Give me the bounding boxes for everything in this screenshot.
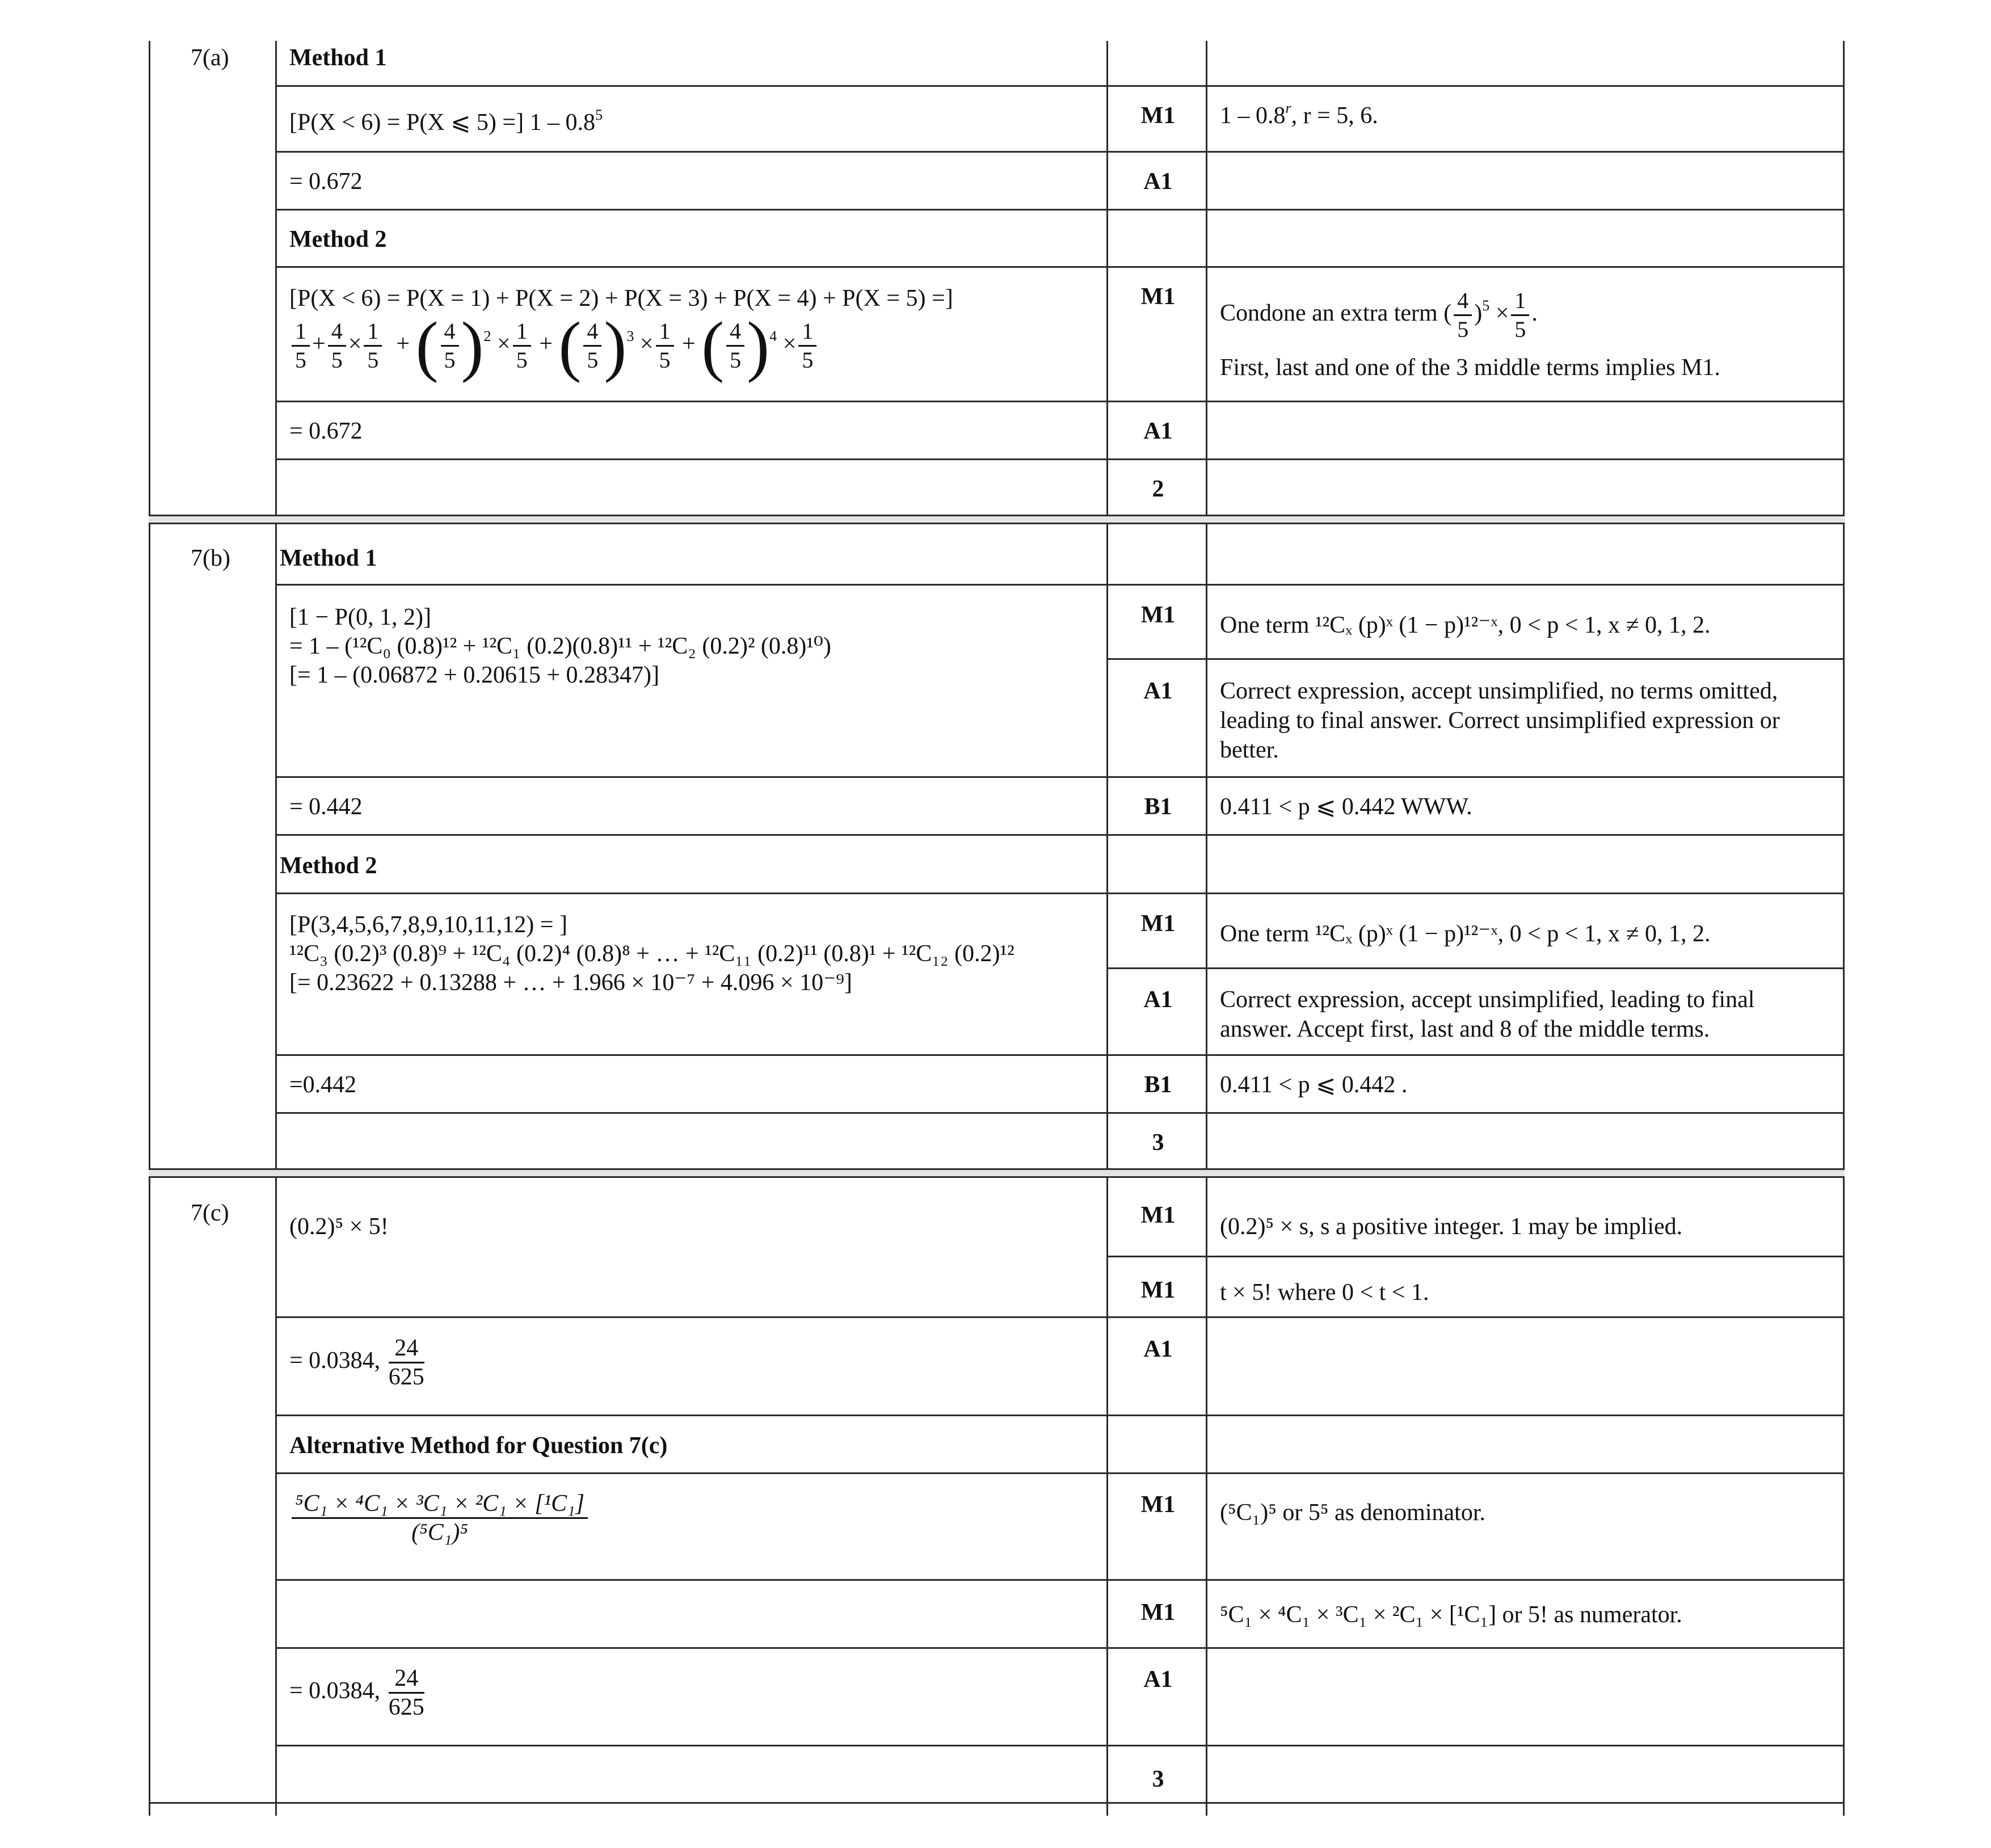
row-line: [275, 893, 1845, 894]
row-line: [275, 584, 1845, 586]
mark-a1-7c-alt: A1: [1143, 1666, 1173, 1693]
method-2-working-line-2: $\frac{1}{5}$ + $\frac{4}{5}$ × $\frac{1}{5}$ + ( $\frac{4}{5}$ )$^2$ × $\frac{1}{5}$ + ( $\frac{4}{5}$ )$^3$ × $\frac{1}{5}$ + ( $\frac{4}{5}$ )$^4$ × $\frac{1}{5}$: [289, 318, 819, 374]
row-line: [275, 266, 1845, 268]
row-line: [275, 1415, 1845, 1416]
method-2-working-7b-line-1: [P(3,4,5,6,7,8,9,10,11,12) = ]: [289, 912, 567, 938]
total-marks-7c: 3: [1152, 1766, 1164, 1792]
guidance-first-last-terms: First, last and one of the 3 middle terms implies M1.: [1220, 355, 1720, 381]
method-2-working-line-1: [P(X < 6) = P(X = 1) + P(X = 2) + P(X = 3) + P(X = 4) + P(X = 5) =]: [289, 285, 953, 311]
mark-a1-method-2: A1: [1143, 418, 1173, 444]
row-line: [275, 85, 1845, 87]
guidance-one-term-7b: One term ¹²Cₓ (p)ˣ (1 − p)¹²⁻ˣ, 0 < p < 1, x ≠ 0, 1, 2.: [1220, 612, 1711, 638]
question-number-7a: 7(a): [191, 45, 229, 71]
mark-a1-7b-method-2: A1: [1143, 987, 1173, 1013]
total-marks-7a: 2: [1152, 476, 1164, 502]
method-1-working: [P(X < 6) = P(X ⩽ 5) =] $1 - 0.8^5$: [289, 107, 603, 136]
alternative-method-heading: Alternative Method for Question 7(c): [289, 1433, 668, 1459]
guidance-denominator-7c: (⁵C₁)⁵ or 5⁵ as denominator.: [1220, 1500, 1485, 1526]
row-line: [275, 834, 1845, 836]
mark-a1-7b: A1: [1143, 678, 1173, 704]
table-border-right: [1843, 41, 1845, 1816]
section-separator: [149, 515, 1845, 524]
table-border-left: [149, 41, 150, 1816]
guidance-positive-integer-7c: (0.2)⁵ × s, s a positive integer. 1 may be implied.: [1220, 1214, 1683, 1240]
guidance-numerator-7c: ⁵C₁ × ⁴C₁ × ³C₁ × ²C₁ × [¹C₁] or 5! as numerator.: [1220, 1602, 1682, 1628]
guidance-correct-expression-7b: Correct expression, accept unsimplified, no terms omitted, leading to final answer. Correct unsimplified expression or better.: [1220, 678, 1780, 763]
answer-7a-method-2: = 0.672: [289, 418, 363, 444]
mark-m1a-7c-alt: M1: [1140, 1492, 1176, 1518]
method-1-working-7b-line-2: = 1 – (¹²C₀ (0.8)¹² + ¹²C₁ (0.2)(0.8)¹¹ + ¹²C₂ (0.2)² (0.8)¹⁰): [289, 633, 831, 659]
row-line: [275, 1647, 1845, 1649]
mark-m1-7b: M1: [1140, 602, 1176, 628]
mark-m1a-7c: M1: [1140, 1202, 1176, 1228]
method-2-working-7b-line-3: [= 0.23622 + 0.13288 + … + 1.966 × 10⁻⁷ + 4.096 × 10⁻⁹]: [289, 970, 852, 996]
row-line: [275, 209, 1845, 211]
row-line: [275, 401, 1845, 402]
answer-7c: = 0.0384, $\frac{24}{625}$: [289, 1335, 424, 1390]
row-line: [275, 151, 1845, 153]
method-1-heading-7b: Method 1: [280, 545, 377, 571]
mark-m1: M1: [1140, 103, 1176, 129]
guidance-t-factorial-7c: t × 5! where 0 < t < 1.: [1220, 1279, 1429, 1306]
mark-m1-method-2: M1: [1140, 284, 1176, 310]
answer-7c-alt: = 0.0384, $\frac{24}{625}$: [289, 1665, 424, 1720]
mark-m1-7b-method-2: M1: [1140, 911, 1176, 937]
row-line: [275, 1054, 1845, 1056]
answer-7a-method-1: = 0.672: [289, 169, 363, 195]
row-line: [1106, 1256, 1845, 1257]
question-number-7c: 7(c): [191, 1200, 229, 1226]
row-line: [275, 1316, 1845, 1318]
table-border-bottom: [149, 1802, 1845, 1804]
working-7c: (0.2)⁵ × 5!: [289, 1214, 389, 1240]
guidance-range-7b-method-2: 0.411 < p ⩽ 0.442 .: [1220, 1072, 1408, 1098]
guidance-one-term-7b-method-2: One term ¹²Cₓ (p)ˣ (1 − p)¹²⁻ˣ, 0 < p < 1, x ≠ 0, 1, 2.: [1220, 921, 1711, 947]
row-line: [1106, 658, 1845, 660]
row-line: [275, 1745, 1845, 1746]
method-1-heading: Method 1: [289, 45, 387, 71]
row-line: [275, 776, 1845, 778]
column-divider-question: [275, 41, 277, 1816]
mark-m1b-7c-alt: M1: [1140, 1599, 1176, 1626]
mark-a1-7c: A1: [1143, 1336, 1173, 1362]
question-number-7b: 7(b): [191, 545, 230, 571]
method-2-heading: Method 2: [289, 226, 387, 252]
row-line: [275, 1472, 1845, 1474]
guidance-condone-extra-term: Condone an extra term ( $\frac{4}{5}$ )$^5$ × $\frac{1}{5}$ .: [1220, 288, 1538, 342]
method-2-heading-7b: Method 2: [280, 853, 377, 879]
alternative-working-7c: $\frac{\text{⁵C₁ × ⁴C₁ × ³C₁ × ²C₁ × [¹C₁]}}{\text{(⁵C₁)⁵}}$: [289, 1490, 590, 1546]
guidance-range-7b: 0.411 < p ⩽ 0.442 WWW.: [1220, 794, 1472, 820]
row-line: [275, 458, 1845, 460]
mark-b1-7b-method-2: B1: [1144, 1072, 1172, 1098]
row-line: [275, 1579, 1845, 1581]
answer-7b-method-2: =0.442: [289, 1072, 357, 1098]
method-1-working-7b-line-3: [= 1 – (0.06872 + 0.20615 + 0.28347)]: [289, 662, 660, 688]
mark-a1: A1: [1143, 169, 1173, 195]
total-marks-7b: 3: [1152, 1130, 1164, 1156]
method-2-working-7b-line-2: ¹²C₃ (0.2)³ (0.8)⁹ + ¹²C₄ (0.2)⁴ (0.8)⁸ + … + ¹²C₁₁ (0.2)¹¹ (0.8)¹ + ¹²C₁₂ (0.2)¹²: [289, 941, 1015, 967]
guidance-m1: 1 – 0.8$^r$, r = 5, 6.: [1220, 100, 1378, 129]
method-1-working-7b-line-1: [1 − P(0, 1, 2)]: [289, 604, 431, 630]
row-line: [1106, 967, 1845, 969]
section-separator: [149, 1168, 1845, 1178]
guidance-correct-expression-7b-method-2: Correct expression, accept unsimplified, leading to final answer. Accept first, last and 8 of the middle terms.: [1220, 987, 1755, 1042]
row-line: [275, 1112, 1845, 1114]
mark-b1-7b: B1: [1144, 794, 1172, 820]
answer-7b-method-1: = 0.442: [289, 794, 363, 820]
mark-m1b-7c: M1: [1140, 1277, 1176, 1303]
